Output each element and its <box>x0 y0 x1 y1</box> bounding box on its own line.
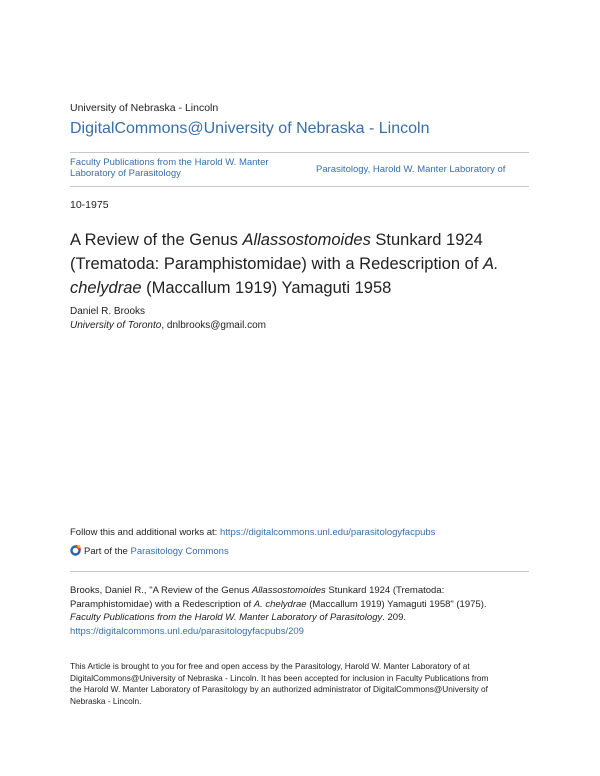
article-title <box>70 228 499 300</box>
footer-line: DigitalCommons@University of Nebraska - Lincoln. It has been accepted for inclusion in Faculty Publications from <box>70 672 489 683</box>
parasitology-commons-link[interactable]: Parasitology Commons <box>130 546 229 557</box>
collection-line: Faculty Publications from the Harold W. Manter <box>70 157 269 168</box>
author-email: , dnlbrooks@gmail.com <box>161 320 266 331</box>
follow-text: Follow this and additional works at: <box>70 527 220 538</box>
follow-url-link[interactable]: https://digitalcommons.unl.edu/parasitologyfacpubs <box>219 527 436 538</box>
affiliation: University of Toronto <box>70 320 162 331</box>
title-text: (Maccallum 1919) Yamaguti 1958 <box>141 279 392 297</box>
title-text: (Trematoda: Paramphistomidae) with a Redescription of <box>70 255 483 273</box>
title-text: Stunkard 1924 <box>370 231 483 249</box>
institution-name: University of Nebraska - Lincoln <box>70 102 219 114</box>
citation-text: Stunkard 1924 (Trematoda: <box>325 585 445 596</box>
divider <box>70 571 529 572</box>
footer-line: Nebraska - Lincoln. <box>70 695 142 706</box>
citation <box>70 584 487 638</box>
citation-text: Paramphistomidae) with a Redescription of <box>70 598 254 610</box>
publication-date: 10-1975 <box>70 199 109 211</box>
citation-text: (Maccallum 1919) Yamaguti 1958" (1975). <box>306 598 487 610</box>
part-of-line <box>70 544 229 558</box>
author-name: Daniel R. Brooks <box>70 306 146 317</box>
footer-notice <box>70 661 488 707</box>
collection-link-faculty-publications[interactable] <box>70 157 269 179</box>
author-affiliation <box>70 320 266 331</box>
network-logo-icon <box>70 544 82 556</box>
title-species: chelydrae <box>70 279 142 297</box>
footer-line: This Article is brought to you for free and open access by the Parasitology, Harold W. Manter Laboratory of at <box>70 661 470 671</box>
collection-line: Laboratory of Parasitology <box>70 168 181 179</box>
citation-species: A. chelydrae <box>253 598 307 610</box>
citation-genus: Allassostomoides <box>251 585 326 596</box>
divider <box>70 186 529 187</box>
citation-text: . 209. <box>382 612 407 623</box>
repository-link[interactable]: DigitalCommons@University of Nebraska - Lincoln <box>70 120 430 137</box>
footer-line: the Harold W. Manter Laboratory of Parasitology by an authorized administrator of DigitalCommons@University of <box>70 684 488 694</box>
citation-text: Brooks, Daniel R., "A Review of the Genus <box>70 585 252 596</box>
follow-line <box>70 526 435 539</box>
citation-url-link[interactable]: https://digitalcommons.unl.edu/parasitologyfacpubs/209 <box>70 625 304 637</box>
citation-series: Faculty Publications from the Harold W. Manter Laboratory of Parasitology <box>70 612 383 623</box>
title-species: A. <box>482 255 499 273</box>
divider <box>70 152 529 153</box>
collection-link-parasitology[interactable]: Parasitology, Harold W. Manter Laboratory of <box>316 164 506 175</box>
part-of-text: Part of the <box>84 546 131 557</box>
title-text: A Review of the Genus <box>70 231 243 249</box>
title-genus: Allassostomoides <box>242 231 371 249</box>
